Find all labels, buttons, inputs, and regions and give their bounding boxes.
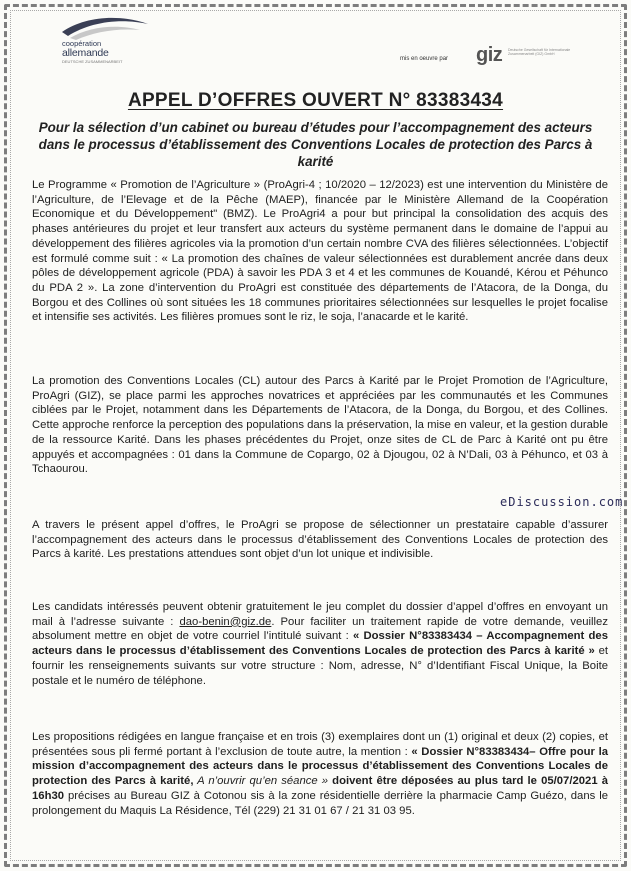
giz-subtitle: Deutsche Gesellschaft für Internationale Zusammenarbeit (GIZ) GmbH	[508, 48, 571, 56]
giz-logo: giz	[476, 44, 503, 66]
tender-title	[0, 90, 631, 112]
giz-block	[400, 46, 600, 68]
partner-line-3: DEUTSCHE ZUSAMMENARBEIT	[62, 59, 123, 64]
tender-subtitle: Pour la sélection d’un cabinet ou bureau d’études pour l’accompagnement des acteurs dans le processus d’établissement des Conventions Locales de protection des Parcs à karité	[38, 120, 593, 169]
watermark: eDiscussion.com	[500, 495, 624, 509]
partner-line-2: allemande	[62, 47, 109, 59]
submission-address: précises au Bureau GIZ à Cotonou sis à la zone résidentielle derrière la pharmacie Camp Guézo, dans le prolongement du Maquis La Résidence, Tél (229) 21 31 01 67 / 21 31 03 95.	[32, 789, 608, 817]
cooperation-allemande-logo	[60, 14, 180, 66]
partner-line-1: coopération	[62, 39, 102, 48]
submission-text-a: Les propositions rédigées en langue française et en trois (3) exemplaires dont un (1) original et deux (2) copies, et présentées sous pli fermé portant à l’exclusion de toute autre, la mention :	[32, 731, 608, 758]
paragraph-submission	[32, 730, 608, 818]
email-link[interactable]: dao-benin@giz.de	[179, 615, 272, 628]
paragraph-programme	[32, 178, 608, 325]
paragraph-conventions-text: La promotion des Conventions Locales (CL) autour des Parcs à Karité par le Projet Promotion de l’Agriculture, ProAgri (GIZ), se place parmi les approches novatrices et appréciées par les communautés et les Communes ciblées par le Projet, notamment dans les Départements de l’Atacora, de la Donga, du Borgou, et des Collines. Cette approche renforce la perception des populations dans la préservation, la mise en valeur, et la gestion durable de la ressource Karité. Dans les phases précédentes du Projet, onze sites de CL de Parc à Karité ont pu être appuyés et accompagnées : 01 dans la Commune de Copargo, 02 à Djougou, 02 à N’Dali, 03 à Péhunco, et 03 à Tchaourou.	[32, 375, 608, 476]
submission-deadline: doivent être déposées au plus tard le 05/07/2021 à 16h30	[32, 775, 608, 802]
paragraph-programme-text: Le Programme « Promotion de l’Agriculture » (ProAgri-4 ; 10/2020 – 12/2023) est une intervention du Ministère de l’Agriculture, de l’Elevage et de la Pêche (MAEP), financée par le Ministère Allemand de la Coopération Economique et du Développement" (BMZ). Le ProAgri4 a pour but principal la consolidation des acquis des phases antérieures du projet et leur transfert aux acteurs du système permanent dans le domaine de l’appui au développement des filières agricoles via la promotion d’un certain nombre CVA des filières sélectionnées. L’objectif est formulé comme suit : « La promotion des chaînes de valeur sélectionnées est durablement ancrée dans deux pôles de développement agricole (PDA) à savoir les PDA 3 et 4 et les communes de Kouandé, Kérou et Péhunco du PDA 2 ». La zone d’intervention du ProAgri est constituée des départements de l’Atacora, de la Donga, du Borgou et des Collines où sont situées les 18 communes prioritaires sélectionnées sur lesquelles le projet focalise et intensifie ses activités. Les filières promues sont le riz, le soja, l’anacarde et le karité.	[32, 179, 608, 324]
tender-title-text: APPEL D’OFFRES OUVERT N° 83383434	[127, 90, 504, 111]
header	[60, 14, 580, 72]
paragraph-objective	[32, 518, 608, 562]
candidates-text-a: Les candidats intéressés peuvent obtenir gratuitement le jeu complet du dossier d’appel d’offres en envoyant un mail à l’adresse suivante :	[32, 601, 608, 628]
candidates-text-c: et fournir les renseignements suivants sur votre structure : Nom, adresse, N° d’Identifiant Fiscal Unique, la Boite postale et le numéro de téléphone.	[32, 645, 608, 687]
paragraph-candidates	[32, 600, 608, 688]
paragraph-conventions	[32, 374, 608, 477]
implemented-by-label: mis en oeuvre par	[400, 56, 449, 62]
paragraph-objective-text: A travers le présent appel d’offres, le ProAgri se propose de sélectionner un prestataire capable d’assurer l’accompagnement des acteurs dans le processus d’établissement des Conventions Locales de protection des Parcs à karité. Les prestations attendues sont objet d’un lot unique et indivisible.	[32, 519, 608, 561]
submission-mention: « Dossier N°83383434– Offre pour la mission d’accompagnement des acteurs dans le processus d’établissement des Conventions Locales de protection des Parcs à karité,	[32, 745, 608, 788]
submission-open-note: A n’ouvrir qu’en séance »	[193, 775, 333, 788]
candidates-subject-line: « Dossier N°83383434 – Accompagnement des acteurs dans le processus d’établissement des Conventions Locales de protection des Parcs à karité »	[32, 630, 608, 658]
candidates-text-b: . Pour faciliter un traitement rapide de votre demande, veuillez absolument mettre en objet de votre courriel l’intitulé suivant :	[32, 615, 608, 643]
